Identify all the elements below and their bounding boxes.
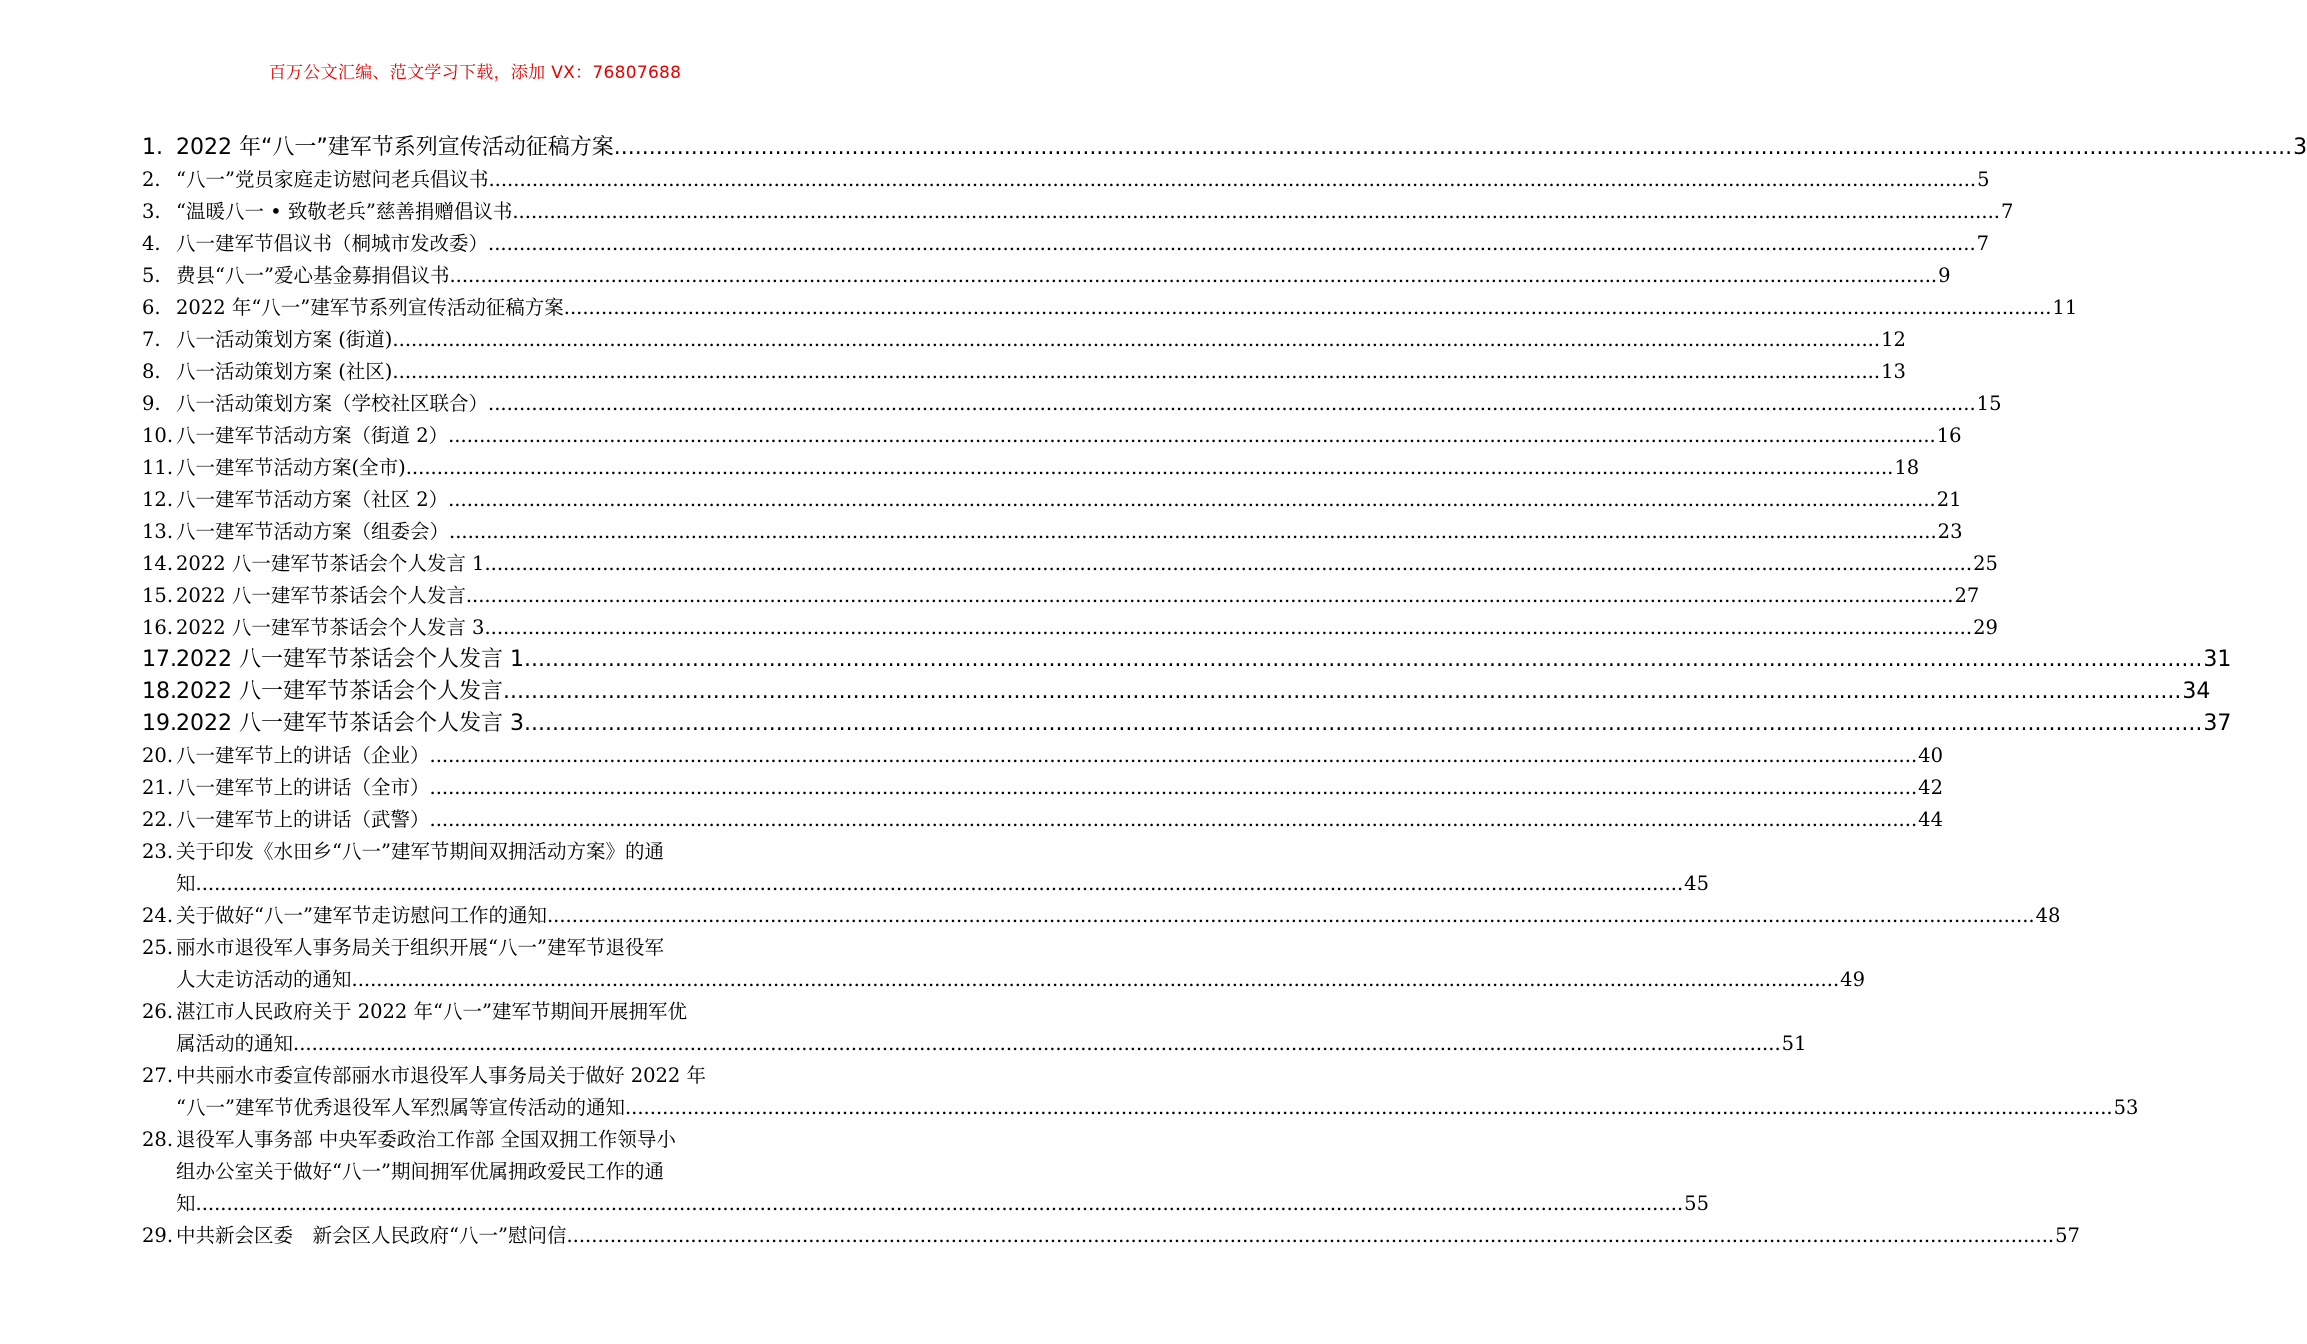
toc-entry[interactable]: [142, 196, 2014, 228]
toc-page-number: 7: [2000, 200, 2014, 223]
toc-page-number: 55: [1684, 1192, 1709, 1215]
toc-entry-line: [142, 420, 1962, 452]
toc-page-number: 51: [1781, 1032, 1807, 1055]
toc-entry-number: 14.: [142, 552, 174, 575]
toc-dot-leader: [392, 356, 1880, 388]
toc-entry-number: 25.: [142, 936, 174, 959]
toc-entry-title: 关于印发《水田乡“八一”建军节期间双拥活动方案》的通: [176, 840, 664, 863]
toc-entry-line: [142, 356, 1906, 388]
toc-entry-line: [142, 708, 2232, 740]
toc-entry-title: 费县“八一”爱心基金募捐倡议书: [176, 264, 450, 287]
toc-entry-number: 2.: [142, 168, 161, 191]
toc-entry-line: [142, 260, 1951, 292]
toc-page-number: 31: [2203, 647, 2232, 672]
toc-dot-leader: [352, 964, 1840, 996]
toc-entry[interactable]: [142, 612, 1998, 644]
toc-entry-line: [142, 676, 2211, 708]
toc-entry-line: [142, 1156, 860, 1188]
toc-entry-title: 八一建军节活动方案（组委会）: [176, 520, 450, 543]
toc-entry[interactable]: [142, 836, 1709, 900]
toc-dot-leader: [449, 260, 1937, 292]
toc-entry-number: 21.: [142, 776, 174, 799]
toc-entry-line: [142, 1188, 1709, 1220]
toc-dot-leader: [488, 164, 1976, 196]
toc-entry-line: [142, 868, 1709, 900]
toc-entry-line: [142, 132, 2307, 164]
toc-entry-number: 9.: [142, 392, 161, 415]
toc-dot-leader: [293, 1028, 1781, 1060]
toc-page-number: 27: [1954, 584, 1980, 607]
toc-entry[interactable]: [142, 804, 1943, 836]
toc-page-number: 57: [2055, 1224, 2080, 1247]
toc-entry[interactable]: [142, 484, 1962, 516]
toc-entry-title: 八一活动策划方案（学校社区联合）: [176, 392, 489, 415]
toc-dot-leader: [406, 452, 1894, 484]
toc-entry-line: [142, 1028, 1807, 1060]
toc-entry-line: [142, 452, 1920, 484]
toc-dot-leader: [488, 388, 1976, 420]
toc-dot-leader: [196, 868, 1684, 900]
toc-entry-line: [142, 324, 1906, 356]
toc-page-number: 37: [2203, 711, 2232, 736]
toc-dot-leader: [614, 132, 2292, 164]
toc-entry-number: 26.: [142, 1000, 174, 1023]
toc-entry-number: 17.: [142, 647, 177, 672]
toc-dot-leader: [625, 1092, 2113, 1124]
toc-entry-line: [142, 644, 2232, 676]
toc-entry-title: 中共丽水市委宣传部丽水市退役军人事务局关于做好 2022 年: [176, 1064, 707, 1087]
toc-dot-leader: [547, 900, 2035, 932]
toc-entry-number: 18.: [142, 679, 177, 704]
toc-page-number: 25: [1973, 552, 1998, 575]
toc-entry-title: 八一建军节上的讲话（企业）: [176, 744, 430, 767]
toc-entry-title: 中共新会区委 新会区人民政府“八一”慰问信: [176, 1224, 567, 1247]
toc-entry-title: 2022 八一建军节茶话会个人发言 3: [176, 711, 524, 736]
toc-entry[interactable]: [142, 996, 1807, 1060]
toc-entry[interactable]: [142, 164, 1990, 196]
toc-entry[interactable]: [142, 1060, 2139, 1124]
toc-dot-leader: [430, 772, 1918, 804]
toc-entry-line: [142, 932, 860, 964]
toc-entry-title: 组办公室关于做好“八一”期间拥军优属拥政爱民工作的通: [176, 1160, 664, 1183]
toc-dot-leader: [564, 292, 2052, 324]
toc-entry-title: “八一”党员家庭走访慰问老兵倡议书: [176, 168, 489, 191]
toc-entry-title: 2022 八一建军节茶话会个人发言 3: [176, 616, 485, 639]
toc-entry-line: [142, 612, 1998, 644]
toc-page-number: 40: [1918, 744, 1943, 767]
toc-dot-leader: [430, 804, 1918, 836]
toc-entry-title: 八一建军节活动方案（社区 2）: [176, 488, 449, 511]
toc-entry[interactable]: [142, 1220, 2080, 1252]
toc-entry[interactable]: [142, 708, 2232, 740]
toc-entry-number: 19.: [142, 711, 177, 736]
toc-entry-number: 23.: [142, 840, 174, 863]
toc-entry-title: 八一建军节倡议书（桐城市发改委）: [176, 232, 489, 255]
toc-entry-line: [142, 548, 1998, 580]
toc-entry-title: 2022 年“八一”建军节系列宣传活动征稿方案: [176, 296, 564, 319]
toc-entry-title: 八一建军节活动方案（街道 2）: [176, 424, 449, 447]
toc-entry-line: [142, 836, 860, 868]
toc-entry-title: “八一”建军节优秀退役军人军烈属等宣传活动的通知: [176, 1096, 625, 1119]
table-of-contents: [142, 132, 2307, 1252]
toc-entry-title: 知: [176, 1192, 196, 1215]
toc-entry-line: [142, 164, 1990, 196]
toc-entry-line: [142, 580, 1980, 612]
toc-entry-number: 12.: [142, 488, 174, 511]
toc-entry-line: [142, 292, 2078, 324]
watermark-header: 百万公文汇编、范文学习下载，添加 VX：76807688: [268, 63, 682, 83]
toc-page-number: 44: [1918, 808, 1943, 831]
toc-entry-line: [142, 388, 2002, 420]
toc-entry-number: 5.: [142, 264, 161, 287]
toc-entry[interactable]: [142, 388, 2002, 420]
toc-entry-title: 属活动的通知: [176, 1032, 294, 1055]
toc-entry-line: [142, 1060, 860, 1092]
toc-entry-title: 2022 八一建军节茶话会个人发言: [176, 584, 466, 607]
toc-dot-leader: [512, 196, 2000, 228]
toc-entry-line: [142, 1220, 2080, 1252]
toc-entry-title: 湛江市人民政府关于 2022 年“八一”建军节期间开展拥军优: [176, 1000, 687, 1023]
toc-entry-number: 11.: [142, 456, 174, 479]
toc-page-number: 5: [1977, 168, 1990, 191]
toc-entry-number: 20.: [142, 744, 174, 767]
toc-page-number: 29: [1973, 616, 1998, 639]
toc-entry-line: [142, 516, 1963, 548]
toc-entry-number: 22.: [142, 808, 174, 831]
toc-dot-leader: [484, 548, 1972, 580]
toc-dot-leader: [524, 644, 2202, 676]
toc-entry-number: 7.: [142, 328, 161, 351]
toc-page-number: 21: [1936, 488, 1962, 511]
toc-entry-line: [142, 740, 1943, 772]
toc-entry-line: [142, 484, 1962, 516]
toc-entry[interactable]: [142, 324, 1906, 356]
toc-entry-title: 人大走访活动的通知: [176, 968, 352, 991]
toc-entry-title: 丽水市退役军人事务局关于组织开展“八一”建军节退役军: [176, 936, 664, 959]
toc-page-number: 42: [1918, 776, 1943, 799]
toc-page-number: 18: [1894, 456, 1920, 479]
toc-entry-number: 10.: [142, 424, 174, 447]
toc-entry-title: 八一活动策划方案 (社区): [176, 360, 393, 383]
toc-dot-leader: [448, 484, 1936, 516]
toc-page-number: 34: [2182, 679, 2211, 704]
toc-page-number: 7: [1976, 232, 1990, 255]
toc-entry[interactable]: [142, 772, 1943, 804]
toc-entry[interactable]: [142, 356, 1906, 388]
toc-entry-number: 8.: [142, 360, 161, 383]
toc-entry[interactable]: [142, 900, 2061, 932]
toc-page-number: 53: [2113, 1096, 2139, 1119]
toc-entry-title: 知: [176, 872, 196, 895]
toc-page-number: 48: [2035, 904, 2061, 927]
toc-entry-title: 八一建军节上的讲话（全市）: [176, 776, 430, 799]
toc-entry-number: 16.: [142, 616, 174, 639]
toc-entry-line: [142, 196, 2014, 228]
toc-entry[interactable]: [142, 420, 1962, 452]
toc-page-number: 23: [1937, 520, 1963, 543]
toc-entry-number: 24.: [142, 904, 174, 927]
toc-entry-number: 13.: [142, 520, 174, 543]
toc-entry[interactable]: [142, 1124, 1709, 1220]
toc-dot-leader: [566, 1220, 2054, 1252]
toc-entry-line: [142, 772, 1943, 804]
toc-entry[interactable]: [142, 740, 1943, 772]
toc-page-number: 45: [1684, 872, 1709, 895]
toc-entry-line: [142, 900, 2061, 932]
toc-entry-title: 2022 八一建军节茶话会个人发言: [176, 679, 503, 704]
toc-dot-leader: [524, 708, 2202, 740]
toc-dot-leader: [449, 516, 1937, 548]
toc-entry-number: 29.: [142, 1224, 174, 1247]
toc-entry-title: 八一建军节活动方案(全市): [176, 456, 406, 479]
toc-entry-title: 2022 年“八一”建军节系列宣传活动征稿方案: [176, 135, 614, 160]
toc-entry-line: [142, 804, 1943, 836]
toc-page-number: 49: [1840, 968, 1865, 991]
toc-entry[interactable]: [142, 228, 1990, 260]
toc-entry-line: [142, 996, 860, 1028]
toc-entry[interactable]: [142, 292, 2078, 324]
toc-dot-leader: [503, 676, 2181, 708]
toc-entry-number: 28.: [142, 1128, 174, 1151]
toc-entry-number: 6.: [142, 296, 161, 319]
toc-entry-line: [142, 1092, 2139, 1124]
toc-page-number: 13: [1881, 360, 1906, 383]
toc-entry-number: 1.: [142, 135, 163, 160]
toc-dot-leader: [484, 612, 1972, 644]
toc-entry-line: [142, 228, 1990, 260]
toc-page-number: 11: [2052, 296, 2078, 319]
toc-entry-title: 退役军人事务部 中央军委政治工作部 全国双拥工作领导小: [176, 1128, 676, 1151]
toc-entry-line: [142, 1124, 860, 1156]
toc-entry-title: “温暖八一 • 致敬老兵”慈善捐赠倡议书: [176, 200, 513, 223]
toc-entry-number: 3.: [142, 200, 161, 223]
toc-entry[interactable]: [142, 644, 2232, 676]
toc-entry[interactable]: [142, 132, 2307, 164]
toc-entry[interactable]: [142, 548, 1998, 580]
toc-dot-leader: [488, 228, 1976, 260]
toc-dot-leader: [392, 324, 1880, 356]
toc-page-number: 16: [1936, 424, 1962, 447]
toc-entry-title: 2022 八一建军节茶话会个人发言 1: [176, 647, 524, 672]
toc-entry[interactable]: [142, 580, 1980, 612]
toc-entry-number: 15.: [142, 584, 174, 607]
toc-entry[interactable]: [142, 932, 1865, 996]
toc-entry-number: 4.: [142, 232, 161, 255]
toc-page-number: 3: [2293, 135, 2307, 160]
toc-entry[interactable]: [142, 260, 1951, 292]
toc-dot-leader: [196, 1188, 1684, 1220]
toc-entry-number: 27.: [142, 1064, 174, 1087]
toc-entry-title: 八一活动策划方案 (街道): [176, 328, 393, 351]
toc-page-number: 12: [1881, 328, 1906, 351]
toc-dot-leader: [466, 580, 1954, 612]
toc-entry-title: 八一建军节上的讲话（武警）: [176, 808, 430, 831]
toc-entry-line: [142, 964, 1865, 996]
toc-page-number: 15: [1976, 392, 2002, 415]
toc-entry-title: 2022 八一建军节茶话会个人发言 1: [176, 552, 485, 575]
toc-entry[interactable]: [142, 516, 1963, 548]
toc-entry-title: 关于做好“八一”建军节走访慰问工作的通知: [176, 904, 547, 927]
toc-page-number: 9: [1938, 264, 1951, 287]
toc-entry[interactable]: [142, 676, 2211, 708]
toc-entry[interactable]: [142, 452, 1920, 484]
toc-dot-leader: [448, 420, 1936, 452]
toc-dot-leader: [430, 740, 1918, 772]
